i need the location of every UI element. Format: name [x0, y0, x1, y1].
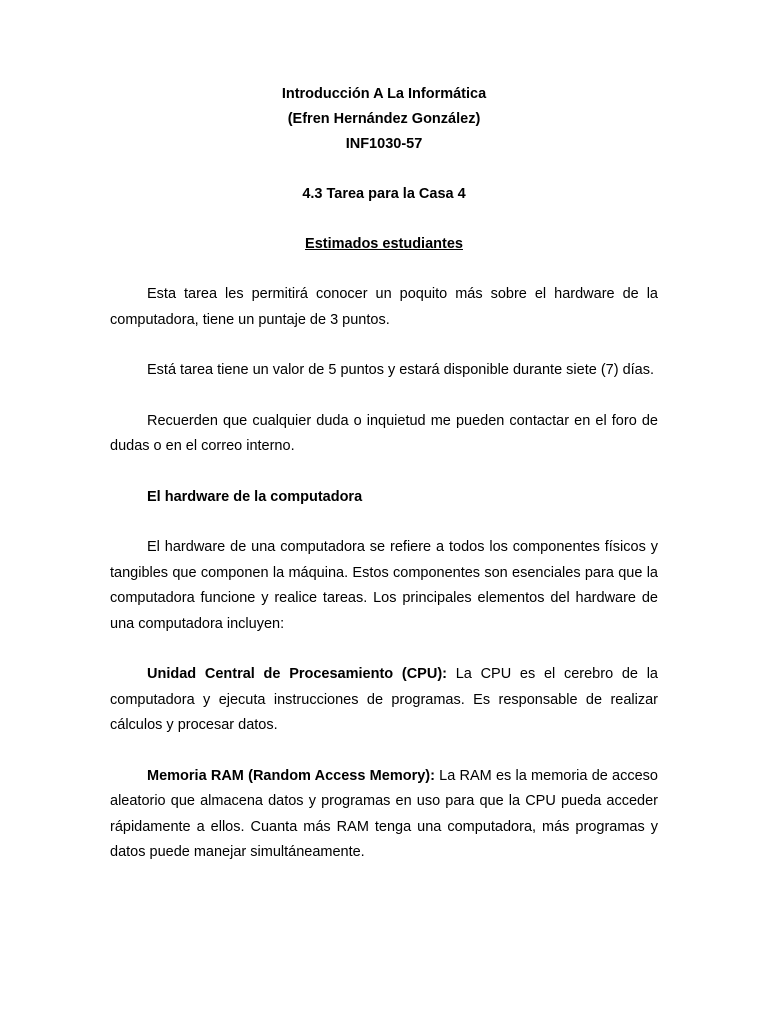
cpu-description: La CPU es el cerebro de la computadora y ejecuta instrucciones de programas. Es responsable de realizar cálculos y procesar datos.: [110, 666, 658, 733]
hardware-definition-paragraph: El hardware de una computadora se refiere a todos los componentes físicos y tangibles que componen la máquina. Estos componentes son esenciales para que la computadora funcione y realice tareas. Los principales elementos del hardware de una computadora incluyen:: [110, 539, 658, 632]
section-code: INF1030-57: [345, 136, 423, 152]
greeting: Estimados estudiantes: [305, 236, 463, 252]
cpu-paragraph: [110, 662, 658, 739]
ram-paragraph: [110, 764, 658, 866]
assignment-title: 4.3 Tarea para la Casa 4: [302, 186, 466, 202]
instructor-name: (Efren Hernández González): [287, 111, 481, 127]
ram-term: Memoria RAM (Random Access Memory):: [147, 767, 435, 784]
value-paragraph: Está tarea tiene un valor de 5 puntos y estará disponible durante siete (7) días.: [147, 362, 655, 378]
intro-paragraph: Esta tarea les permitirá conocer un poquito más sobre el hardware de la computadora, tiene un puntaje de 3 puntos.: [110, 286, 658, 328]
course-title: Introducción A La Informática: [281, 86, 487, 102]
section-heading: El hardware de la computadora: [147, 488, 363, 505]
document-body: [110, 282, 658, 866]
document-header: [110, 0, 658, 257]
contact-paragraph: Recuerden que cualquier duda o inquietud me pueden contactar en el foro de dudas o en el correo interno.: [110, 412, 658, 454]
ram-description: La RAM es la memoria de acceso aleatorio que almacena datos y programas en uso para que la CPU pueda acceder rápidamente a ellos. Cuanta más RAM tenga una computadora, más programas y datos puede manejar simultáneamente.: [110, 767, 658, 860]
cpu-term: Unidad Central de Procesamiento (CPU):: [147, 666, 447, 682]
